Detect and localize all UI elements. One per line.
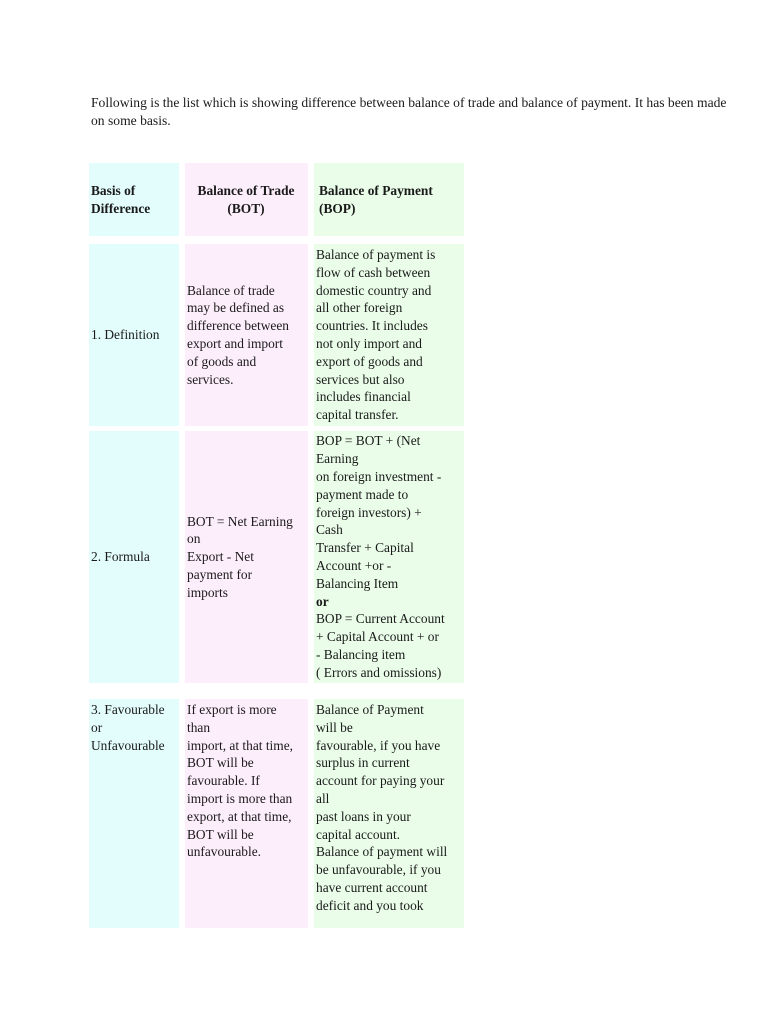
bot-line: may be defined as — [187, 300, 285, 316]
bop-line: will be — [316, 719, 353, 735]
bop-line: favourable, if you have — [316, 737, 441, 753]
basis-line: 2. Formula — [91, 549, 150, 565]
row-favourable-basis — [89, 699, 179, 928]
row-definition-basis — [89, 244, 179, 426]
row-formula-basis — [89, 431, 179, 683]
basis-line: 3. Favourable — [91, 702, 165, 717]
bop-line: capital account. — [316, 826, 401, 842]
basis-line: 1. Definition — [91, 327, 160, 343]
bop-line: have current account — [316, 879, 428, 895]
row-formula-bop — [314, 431, 464, 683]
bop-line: not only import and — [316, 336, 423, 351]
bop-line: Cash — [316, 522, 343, 538]
bop-line: BOP = Current Account — [316, 611, 445, 627]
bop-line: includes financial — [316, 389, 411, 405]
header-bop-line: Balance of Payment — [319, 182, 433, 198]
bop-line: all — [316, 790, 330, 806]
bop-line: account for paying your — [316, 773, 445, 789]
bot-line: If export is more — [187, 702, 277, 717]
bot-line: than — [187, 719, 211, 735]
bop-line: Transfer + Capital — [316, 540, 414, 556]
row-definition-bop — [314, 244, 464, 426]
basis-line: or — [91, 719, 103, 735]
bop-line: deficit and you took — [316, 897, 424, 913]
header-bot-line: (BOT) — [227, 200, 265, 216]
bop-line: countries. It includes — [316, 318, 428, 334]
bop-line: Account +or - — [316, 558, 392, 573]
bop-line: past loans in your — [316, 808, 411, 824]
bot-line: on — [187, 531, 201, 547]
bop-line: Balance of Payment — [316, 702, 424, 717]
header-bot-line: Balance of Trade — [197, 182, 295, 198]
bot-line: Export - Net — [187, 549, 254, 565]
bop-line: BOP = BOT + (Net — [316, 433, 421, 449]
bot-line: BOT = Net Earning — [187, 513, 293, 529]
bot-line: favourable. If — [187, 773, 260, 789]
bop-line: services but also — [316, 371, 405, 387]
bot-line: unfavourable. — [187, 844, 261, 860]
bop-line: all other foreign — [316, 300, 403, 316]
header-bop-line: (BOP) — [319, 200, 356, 216]
row-favourable-bop — [314, 699, 464, 928]
header-bot — [185, 163, 308, 236]
bot-line: import, at that time, — [187, 737, 293, 753]
bop-line: + Capital Account + or — [316, 629, 439, 645]
row-favourable-bot — [185, 699, 308, 928]
bop-line: Earning — [316, 451, 359, 467]
bop-line: surplus in current — [316, 755, 410, 771]
bot-line: services. — [187, 371, 234, 387]
header-basis-line: Basis of — [91, 182, 136, 198]
bot-line: Balance of trade — [187, 282, 275, 298]
bop-line: domestic country and — [316, 282, 432, 298]
bop-line: foreign investors) + — [316, 504, 422, 520]
bop-line: Balance of payment will — [316, 844, 448, 860]
intro-paragraph: Following is the list which is showing difference between balance of trade and balance of payment. It has been made on some basis. — [91, 95, 727, 128]
row-definition-bot — [185, 244, 308, 426]
header-bop — [314, 163, 464, 236]
bop-line: be unfavourable, if you — [316, 862, 441, 878]
bop-line: export of goods and — [316, 353, 423, 369]
header-basis-line: Difference — [91, 200, 151, 216]
bot-line: export and import — [187, 336, 283, 351]
bot-line: export, at that time, — [187, 808, 292, 824]
bop-line: - Balancing item — [316, 646, 406, 662]
bop-line: payment made to — [316, 486, 409, 502]
bot-line: BOT will be — [187, 755, 254, 771]
bot-line: BOT will be — [187, 826, 254, 842]
bop-line: ( Errors and omissions) — [316, 664, 442, 680]
bot-line: of goods and — [187, 353, 257, 369]
bop-line: flow of cash between — [316, 264, 431, 280]
row-formula-bot — [185, 431, 308, 683]
bop-line: Balance of payment is — [316, 247, 436, 263]
bot-line: difference between — [187, 318, 289, 334]
bop-line: on foreign investment - — [316, 469, 442, 485]
bop-line: Balancing Item — [316, 575, 399, 591]
bot-line: import is more than — [187, 790, 293, 806]
basis-line: Unfavourable — [91, 737, 165, 753]
bop-line: capital transfer. — [316, 407, 399, 423]
bot-line: imports — [187, 584, 228, 600]
header-basis — [89, 163, 179, 236]
or-separator: or — [316, 593, 329, 609]
bot-line: payment for — [187, 566, 253, 582]
